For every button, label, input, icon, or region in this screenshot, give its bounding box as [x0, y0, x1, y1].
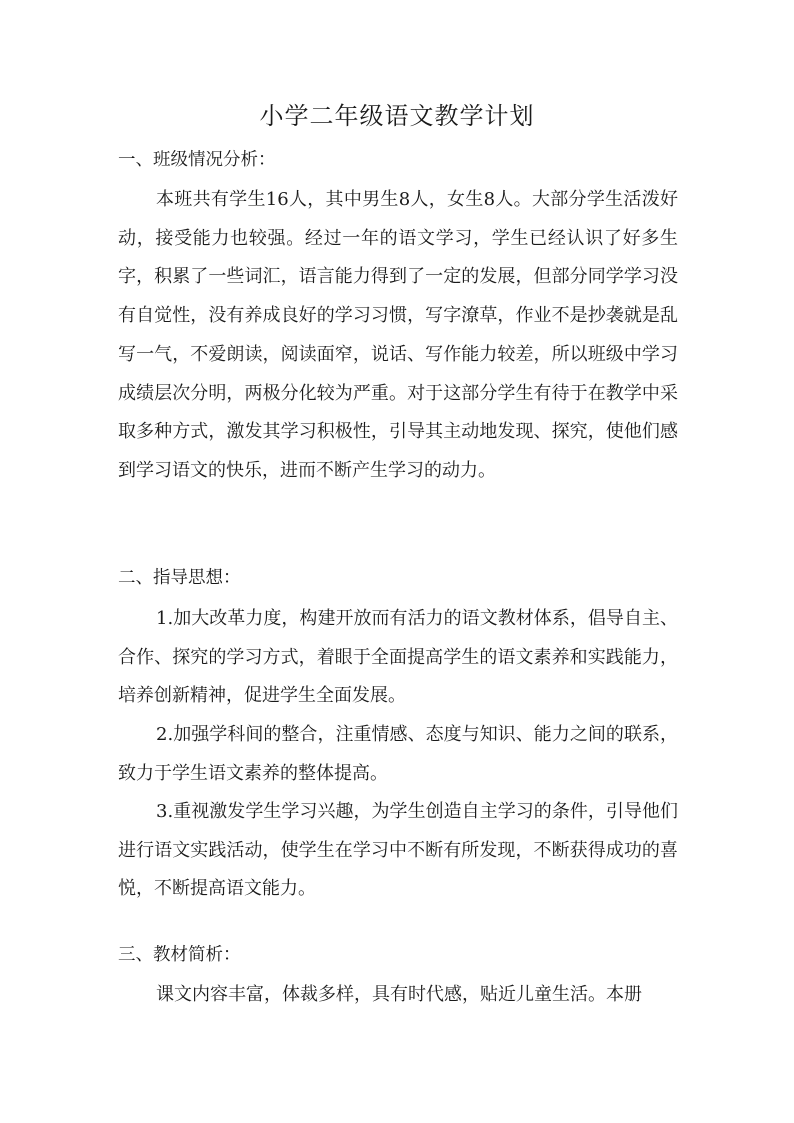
paragraph-guiding-idea-1: 1.加大改革力度，构建开放而有活力的语文教材体系，倡导自主、合作、探究的学习方式，着眼于全面提高学生的语文素养和实践能力，培养创新精神，促进学生全面发展。 — [118, 608, 678, 707]
document-title: 小学二年级语文教学计划 — [259, 102, 535, 130]
paragraph-guiding-idea-3: 3.重视激发学生学习兴趣，为学生创造自主学习的条件，引导他们进行语文实践活动，使学生在学习中不断有所发现，不断获得成功的喜悦，不断提高语文能力。 — [118, 801, 678, 900]
paragraph-class-analysis: 本班共有学生16人，其中男生8人，女生8人。大部分学生活泼好动，接受能力也较强。经过一年的语文学习，学生已经认识了好多生字，积累了一些词汇，语言能力得到了一定的发展，但部分同学学习没有自觉性，没有养成良好的学习习惯，写字潦草，作业不是抄袭就是乱写一气，不爱朗读，阅读面窄，说话、写作能力较差，所以班级中学习成绩层次分明，两极分化较为严重。对于这部分学生有待于在教学中采取多种方式，激发其学习积极性，引导其主动地发现、探究，使他们感到学习语文的快乐，进而不断产生学习的动力。 — [118, 189, 678, 481]
section-heading-guiding-ideas: 二、指导思想： — [118, 568, 241, 588]
section-heading-class-analysis: 一、班级情况分析： — [118, 150, 276, 170]
paragraph-textbook-analysis: 课文内容丰富，体裁多样，具有时代感，贴近儿童生活。本册 — [156, 984, 642, 1005]
section-heading-textbook-analysis: 三、教材简析： — [118, 945, 241, 965]
paragraph-guiding-idea-2: 2.加强学科间的整合，注重情感、态度与知识、能力之间的联系，致力于学生语文素养的整体提高。 — [118, 724, 678, 784]
